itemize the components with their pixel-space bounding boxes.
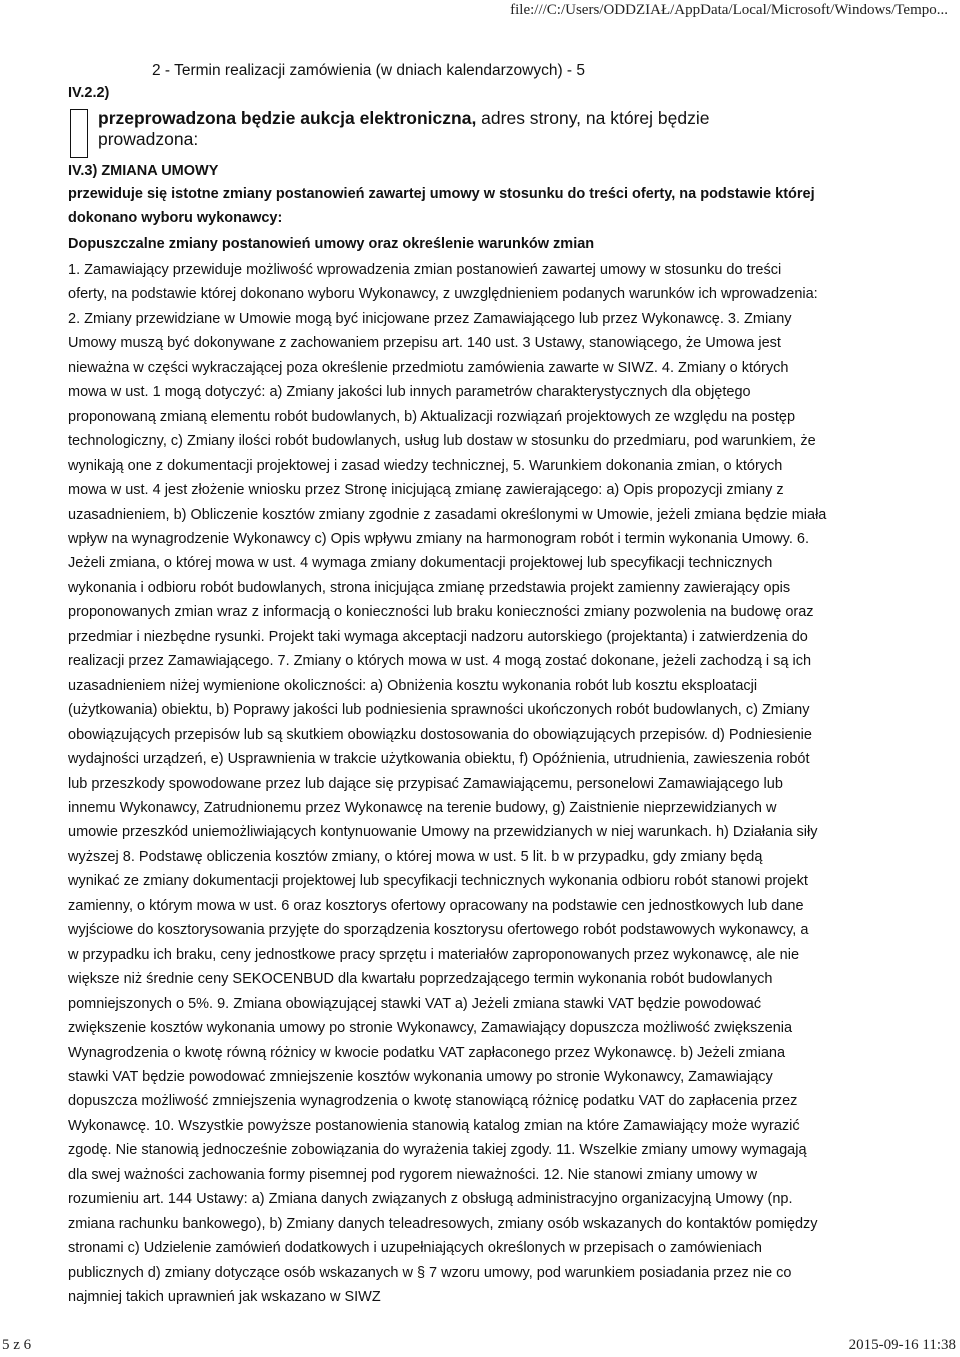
body-line: wpływ na wynagrodzenie Wykonawcy c) Opis wpływu zmiany na harmonogram robót i termin wykonania Umowy. 6.: [68, 530, 810, 547]
section-iv22-label: IV.2.2): [68, 85, 110, 101]
auction-checkbox[interactable]: [70, 109, 88, 158]
auction-rest-text: adres strony, na której będzie: [476, 108, 710, 128]
body-line: wyjściowe do kosztorysowania przyjęte do sporządzenia kosztorysu ofertowego robót podstawowych wykonawcy, a: [68, 922, 809, 939]
body-line: Wynagrodzenia o kwotę równą różnicy w kwocie podatku VAT zapłaconego przez Wykonawcę. b) Jeżeli zmiana: [68, 1044, 786, 1061]
body-line: uzasadnieniem, b) Obliczenie kosztów zmiany zgodnie z zasadami określonymi w Umowie, jeżeli zmiana będzie miała: [68, 506, 827, 523]
intro-line-1: przewiduje się istotne zmiany postanowień zawartej umowy w stosunku do treści oferty, na podstawie której: [68, 186, 815, 202]
body-line: w przypadku ich braku, ceny jednostkowe pracy sprzętu i materiałów zaproponowanych przez wykonawcę, ale nie: [68, 946, 800, 963]
body-line: proponowaną zmianą elementu robót budowlanych, b) Aktualizacji rozwiązań projektowych ze względu na postęp: [68, 408, 796, 425]
subhead-text: Dopuszczalne zmiany postanowień umowy oraz określenie warunków zmian: [68, 236, 595, 252]
body-line: proponowanych zmian wraz z informacją o konieczności lub braku konieczności zmiany pozwolenia na budowę oraz: [68, 604, 814, 621]
body-line: wydajności urządzeń, e) Usprawnienia w trakcie użytkowania obiektu, f) Opóźnienia, utrudnienia, zawieszenia robót: [68, 751, 810, 768]
body-line: wyższej 8. Podstawę obliczenia kosztów zmiany, o której mowa w ust. 5 lit. b w przypadku, gdy zmiany będą: [68, 848, 763, 865]
body-line: umowie przeszkód uniemożliwiających kontynuowanie Umowy na przewidzianych w niej warunkach. h) Działania siły: [68, 824, 818, 841]
body-line: Wykonawcę. 10. Wszystkie powyższe postanowienia stanowią katalog zmian na które Zamawiający może wyrazić: [68, 1117, 800, 1134]
body-line: dopuszcza możliwość zmniejszenia wynagrodzenia o kwotę stanowiącą różnicę podatku VAT do zapłacenia przez: [68, 1093, 798, 1110]
body-line: przedmiar i niezbędne rysunki. Projekt taki wymaga akceptacji nadzoru autorskiego (projektanta) i zatwierdzenia do: [68, 628, 808, 645]
print-header-path: file:///C:/Users/ODDZIAŁ/AppData/Local/Microsoft/Windows/Tempo...: [510, 2, 948, 18]
body-line: lub przeszkody spowodowane przez lub dające się przypisać Zamawiającemu, personelowi Zamawiającego lub: [68, 775, 783, 792]
body-line: zmiana rachunku bankowego), b) Zmiany danych teleadresowych, zmiany osób wskazanych do kontaktów pomiędzy: [68, 1215, 818, 1232]
auction-text: [98, 108, 878, 150]
body-line: zwiększenie kosztów wykonania umowy po stronie Wykonawcy, Zamawiający dopuszcza możliwość zwiększenia: [68, 1020, 793, 1037]
body-line: większe niż średnie ceny SEKOCENBUD dla kwartału poprzedzającego termin wykonania robót budowlanych: [68, 971, 773, 988]
section-iv3-label: IV.3) ZMIANA UMOWY: [68, 163, 219, 179]
body-line: stawki VAT będzie powodować zmniejszenie kosztów wykonania umowy po stronie Wykonawcy, Zamawiający: [68, 1068, 773, 1085]
term-text: 2 - Termin realizacji zamówienia (w dniach kalendarzowych) - 5: [152, 62, 586, 79]
body-line: oferty, na podstawie której dokonano wyboru Wykonawcy, z uwzględnieniem podanych warunków ich wprowadzenia:: [68, 286, 818, 303]
body-line: uzasadnieniem niżej wymienione okoliczności: a) Obniżenia kosztu wykonania robót lub kosztu eksploatacji: [68, 677, 758, 694]
body-text: [68, 258, 904, 1309]
body-line: dla swej ważności zachowania formy pisemnej pod rygorem nieważności. 12. Nie stanowi zmiany umowy w: [68, 1166, 758, 1183]
body-line: 1. Zamawiający przewiduje możliwość wprowadzenia zmian postanowień zawartej umowy w stosunku do treści: [68, 262, 782, 278]
body-line: obowiązujących przepisów lub są skutkiem obowiązku dostosowania do obowiązujących przepisów. d) Podniesienie: [68, 726, 812, 743]
auction-line2: prowadzona:: [98, 129, 199, 149]
body-line: stronami c) Udzielenie zamówień dodatkowych i uzupełniających określonych w przepisach o zamówieniach: [68, 1240, 762, 1257]
body-line: najmniej takich uprawnień jak wskazano w SIWZ: [68, 1289, 381, 1306]
body-line: mowa w ust. 4 jest złożenie wniosku przez Stronę inicjującą zmianę zawierającego: a) Opis propozycji zmiany z: [68, 482, 784, 499]
body-line: technologiczny, c) Zmiany ilości robót budowlanych, usług lub dostaw w stosunku do przedmiaru, pod warunkiem, że: [68, 433, 816, 450]
body-line: 2. Zmiany przewidziane w Umowie mogą być inicjowane przez Zamawiającego lub przez Wykonawcę. 3. Zmiany: [68, 310, 792, 327]
body-line: wynikają one z dokumentacji projektowej i zasad wiedzy technicznej, 5. Warunkiem dokonania zmian, o których: [68, 457, 783, 474]
body-line: pomniejszonych o 5%. 9. Zmiana obowiązującej stawki VAT a) Jeżeli zmiana stawki VAT będzie powodować: [68, 995, 762, 1012]
body-line: zgodę. Nie stanowią jednocześnie zobowiązania do wyrażenia takiej zgody. 11. Wszelkie zmiany umowy wymagają: [68, 1142, 807, 1159]
page-number: 5 z 6: [2, 1337, 32, 1353]
body-line: wykonania i odbioru robót budowlanych, strona inicjująca zmianę przedstawia projekt zamienny zawierający opis: [68, 579, 791, 596]
intro-text: [68, 182, 898, 230]
intro-line-2: dokonano wyboru wykonawcy:: [68, 210, 283, 226]
body-line: nieważna w części wykraczającej poza określenie przedmiotu zamówienia zawarte w SIWZ. 4. Zmiany o których: [68, 359, 789, 376]
print-datetime: 2015-09-16 11:38: [848, 1337, 956, 1353]
body-line: realizacji przez Zamawiającego. 7. Zmiany o których mowa w ust. 4 mogą zostać dokonane, jeżeli zachodzą i są ich: [68, 653, 812, 670]
auction-bold-text: przeprowadzona będzie aukcja elektroniczna,: [98, 108, 477, 128]
body-line: mowa w ust. 1 mogą dotyczyć: a) Zmiany jakości lub innych parametrów charakterystycznych dla objętego: [68, 384, 751, 401]
body-line: wynikać ze zmiany dokumentacji projektowej lub specyfikacji technicznych wykonania odbioru robót stanowi projekt: [68, 873, 808, 890]
body-line: Umowy muszą być dokonywane z zachowaniem przepisu art. 140 ust. 3 Ustawy, stanowiącego, że Umowa jest: [68, 335, 781, 352]
body-line: rozumieniu art. 144 Ustawy: a) Zmiana danych związanych z obsługą administracyjno organizacyjną Umowy (np.: [68, 1191, 793, 1208]
body-line: innemu Wykonawcy, Zatrudnionemu przez Wykonawcę na terenie budowy, g) Zaistnienie nieprzewidzianych w: [68, 799, 777, 816]
body-line: zamienny, o którym mowa w ust. 6 oraz kosztorys ofertowy opracowany na podstawie cen jednostkowych lub dane: [68, 897, 804, 914]
body-line: (użytkowania) obiektu, b) Poprawy jakości lub podniesienia sprawności ukończonych robót budowlanych, c) Zmiany: [68, 702, 810, 719]
body-line: Jeżeli zmiana, o której mowa w ust. 4 wymaga zmiany dokumentacji projektowej lub specyfikacji technicznych: [68, 555, 773, 572]
body-line: publicznych d) zmiany dotyczące osób wskazanych w § 7 wzoru umowy, pod warunkiem posiadania przez nie co: [68, 1264, 792, 1281]
